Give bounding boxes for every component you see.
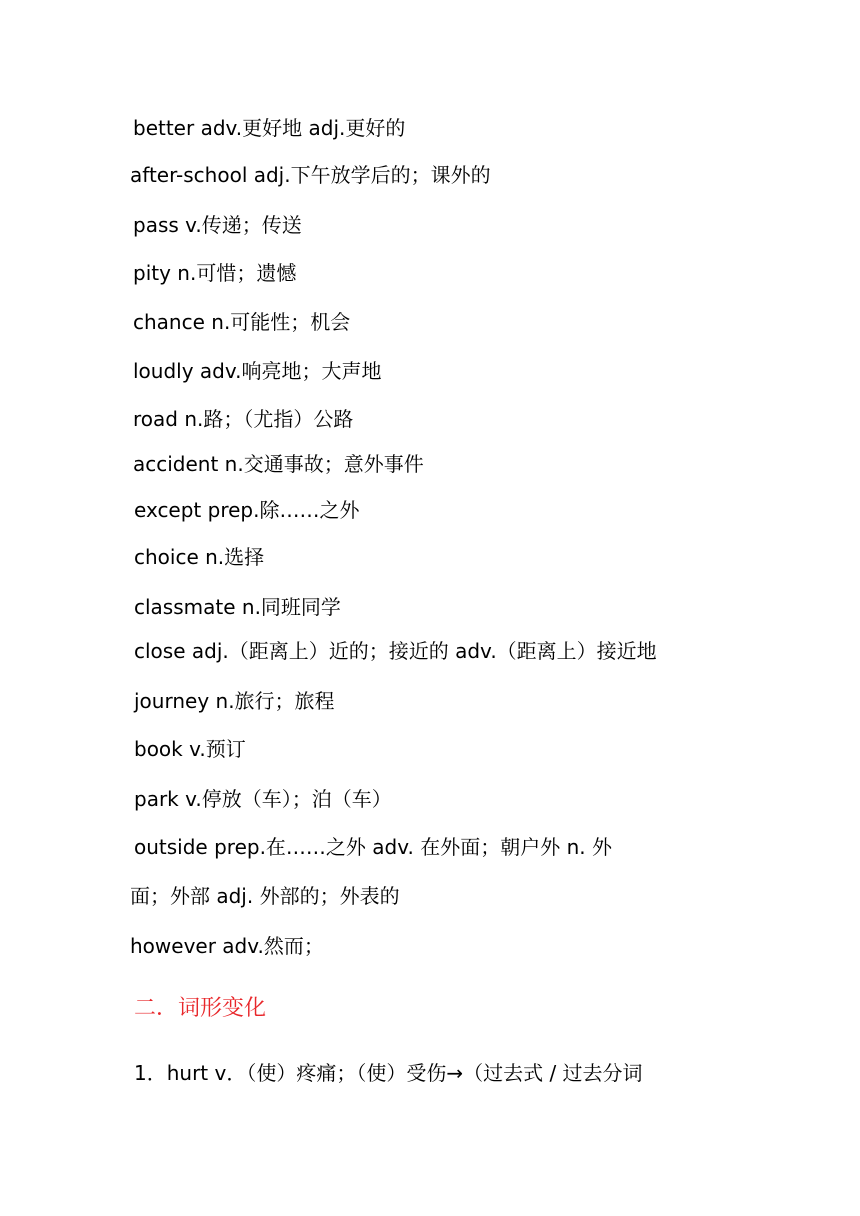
vocab-line: except prep.除……之外 bbox=[134, 498, 360, 522]
vocab-line: after-school adj.下午放学后的；课外的 bbox=[130, 163, 491, 187]
vocab-line: accident n.交通事故；意外事件 bbox=[133, 452, 424, 476]
vocab-line: loudly adv.响亮地；大声地 bbox=[133, 359, 382, 383]
vocab-line: choice n.选择 bbox=[134, 545, 265, 569]
vocab-line: chance n.可能性；机会 bbox=[133, 310, 351, 334]
vocab-line: park v.停放（车）；泊（车） bbox=[134, 787, 392, 811]
vocab-line: road n.路；（尤指）公路 bbox=[133, 407, 354, 431]
vocab-line: close adj.（距离上）近的；接近的 adv.（距离上）接近地 bbox=[134, 639, 657, 663]
section-heading: 二．词形变化 bbox=[134, 996, 267, 1021]
vocab-line: 面；外部 adj. 外部的；外表的 bbox=[130, 884, 400, 908]
vocab-line: better adv.更好地 adj.更好的 bbox=[133, 116, 406, 140]
vocab-line: journey n.旅行；旅程 bbox=[134, 689, 335, 713]
vocab-line: classmate n.同班同学 bbox=[134, 595, 341, 619]
word-form-line: 1．hurt v．（使）疼痛；（使）受伤→（过去式 / 过去分词 bbox=[134, 1061, 643, 1085]
vocab-line: however adv.然而； bbox=[130, 934, 324, 958]
vocab-line: book v.预订 bbox=[134, 737, 246, 761]
vocab-line: pity n.可惜；遗憾 bbox=[133, 261, 297, 285]
vocab-line: pass v.传递；传送 bbox=[133, 213, 302, 237]
vocab-line: outside prep.在……之外 adv. 在外面；朝户外 n. 外 bbox=[134, 835, 612, 859]
